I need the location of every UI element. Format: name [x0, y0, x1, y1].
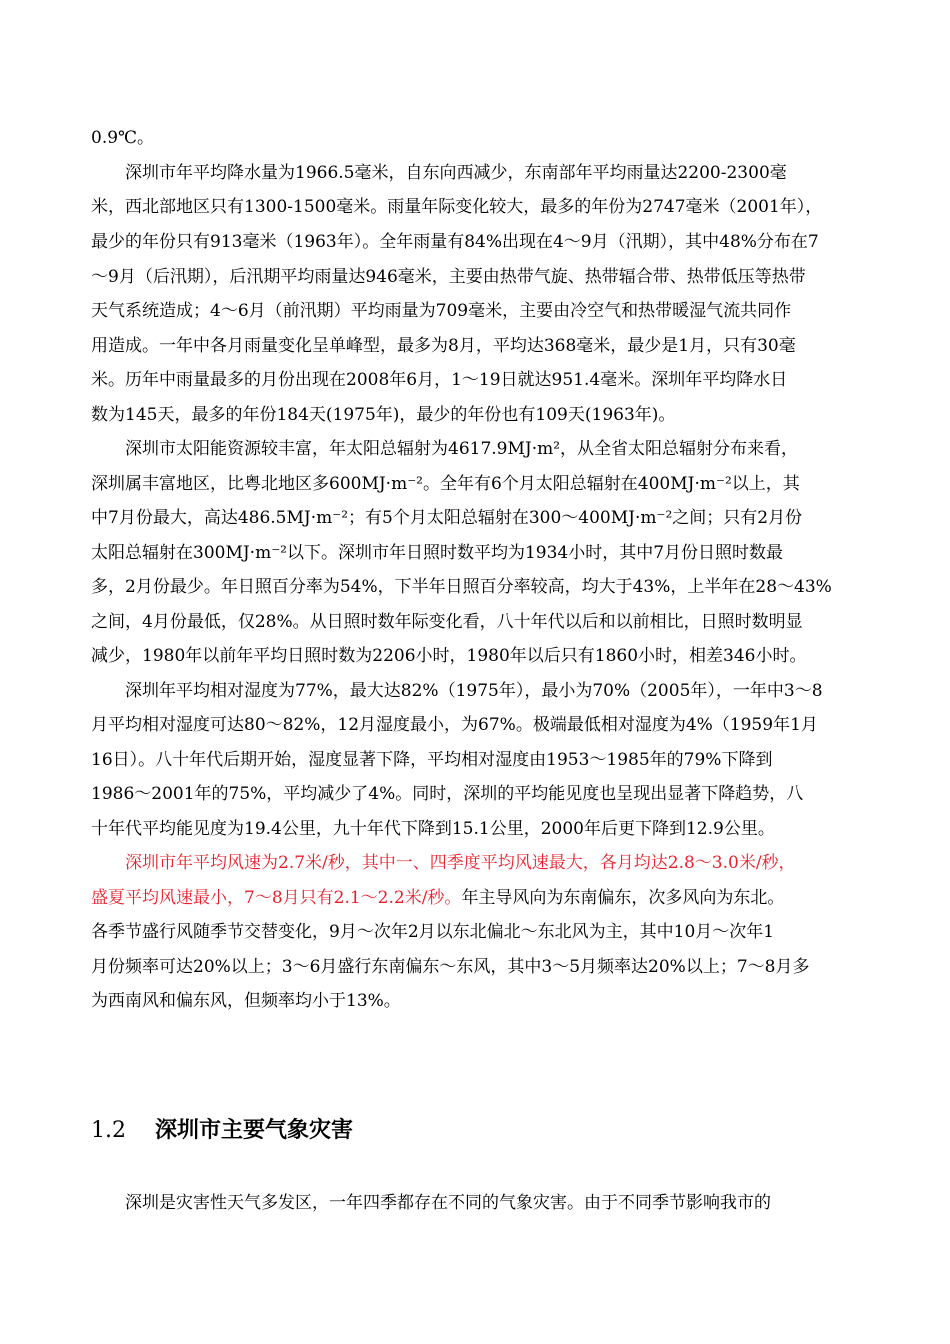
- wind-highlight-line: 深圳市年平均风速为2.7米/秒，其中一、四季度平均风速最大，各月均达2.8～3.0米/秒，: [91, 853, 796, 873]
- text-line: 月份频率可达20%以上；3～6月盛行东南偏东～东风，其中3～5月频率达20%以上；7～8月多: [91, 957, 810, 977]
- text-line: 深圳市太阳能资源较丰富，年太阳总辐射为4617.9MJ·m²，从全省太阳总辐射分布来看，: [91, 439, 799, 459]
- text-line: 数为145天，最多的年份184天(1975年)，最少的年份也有109天(1963年)。: [91, 405, 676, 425]
- wind-highlight-text: 盛夏平均风速最小，7～8月只有2.1～2.2米/秒。: [91, 888, 462, 908]
- wind-normal-text: 年主导风向为东南偏东，次多风向为东北。: [461, 888, 785, 908]
- section-number: 1.2: [91, 1118, 126, 1143]
- text-line: 深圳市年平均降水量为1966.5毫米，自东向西减少，东南部年平均雨量达2200-2300毫: [91, 163, 787, 183]
- text-line: 用造成。一年中各月雨量变化呈单峰型，最多为8月，平均达368毫米，最少是1月，只有30毫: [91, 336, 796, 356]
- text-line: 深圳是灾害性天气多发区，一年四季都存在不同的气象灾害。由于不同季节影响我市的: [91, 1193, 771, 1213]
- text-line: 深圳年平均相对湿度为77%，最大达82%（1975年），最小为70%（2005年），一年中3～8: [91, 681, 823, 701]
- text-line: 0.9℃。: [91, 128, 155, 148]
- text-line: 最少的年份只有913毫米（1963年）。全年雨量有84%出现在4～9月（汛期），其中48%分布在7: [91, 232, 819, 252]
- text-line: 各季节盛行风随季节交替变化，9月～次年2月以东北偏北～东北风为主，其中10月～次年1: [91, 922, 775, 942]
- section-heading: [91, 1113, 353, 1144]
- text-line: 为西南风和偏东风，但频率均小于13%。: [91, 991, 401, 1011]
- text-line: 太阳总辐射在300MJ·m⁻²以下。深圳市年日照时数平均为1934小时，其中7月份日照时数最: [91, 543, 784, 563]
- text-line: 米。历年中雨量最多的月份出现在2008年6月，1～19日就达951.4毫米。深圳年平均降水日: [91, 370, 788, 390]
- text-line: 多，2月份最少。年日照百分率为54%，下半年日照百分率较高，均大于43%，上半年在28～43%: [91, 577, 832, 597]
- text-line: 深圳属丰富地区，比粤北地区多600MJ·m⁻²。全年有6个月太阳总辐射在400MJ·m⁻²以上，其: [91, 474, 800, 494]
- text-line: 1986～2001年的75%，平均减少了4%。同时，深圳的平均能见度也呈现出显著下降趋势，八: [91, 784, 804, 804]
- text-line: 中7月份最大，高达486.5MJ·m⁻²；有5个月太阳总辐射在300～400MJ·m⁻²之间；只有2月份: [91, 508, 803, 528]
- text-line: ～9月（后汛期），后汛期平均雨量达946毫米，主要由热带气旋、热带辐合带、热带低压等热带: [91, 267, 806, 287]
- text-line: 减少，1980年以前年平均日照时数为2206小时，1980年以后只有1860小时，相差346小时。: [91, 646, 807, 666]
- text-line: 十年代平均能见度为19.4公里，九十年代下降到15.1公里，2000年后更下降到12.9公里。: [91, 819, 775, 839]
- text-line: 月平均相对湿度可达80～82%，12月湿度最小，为67%。极端最低相对湿度为4%（1959年1月: [91, 715, 818, 735]
- text-line: 之间，4月份最低，仅28%。从日照时数年际变化看，八十年代以后和以前相比，日照时数明显: [91, 612, 803, 632]
- text-line: 天气系统造成；4～6月（前汛期）平均雨量为709毫米，主要由冷空气和热带暖湿气流共同作: [91, 301, 792, 321]
- section-title: 深圳市主要气象灾害: [155, 1118, 354, 1143]
- text-line: 米，西北部地区只有1300-1500毫米。雨量年际变化较大，最多的年份为2747毫米（2001年），: [91, 197, 823, 217]
- text-line: 16日）。八十年代后期开始，湿度显著下降，平均相对湿度由1953～1985年的79%下降到: [91, 750, 773, 770]
- wind-mixed-line: [91, 887, 784, 909]
